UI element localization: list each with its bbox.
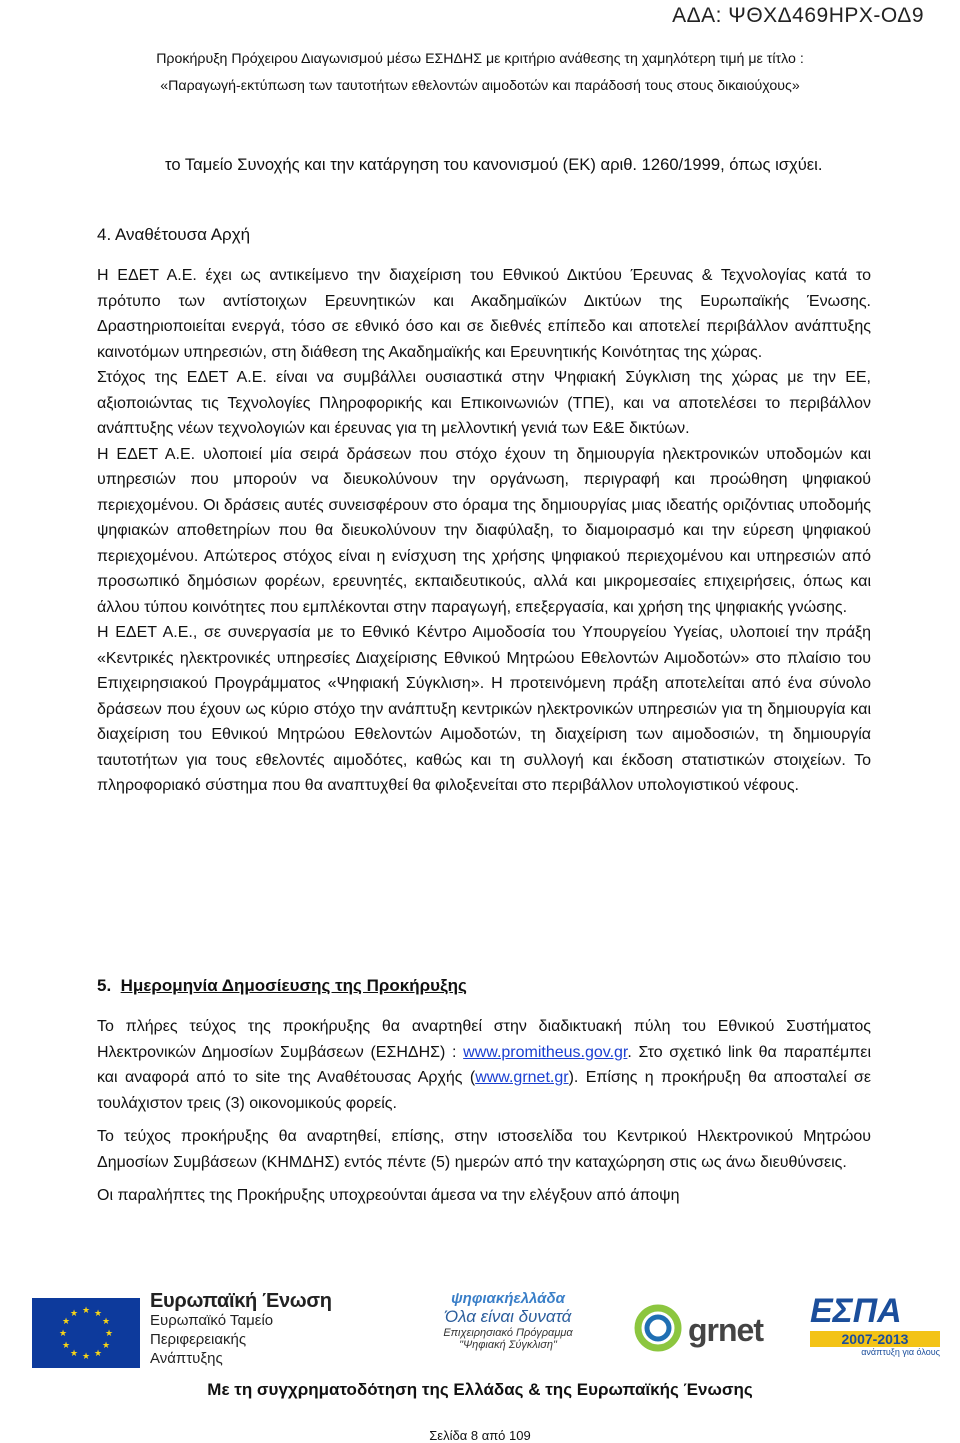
section-4-paragraph-2: Στόχος της ΕΔΕΤ Α.Ε. είναι να συμβάλλει ουσιαστικά στην Ψηφιακή Σύγκλιση της χώρας με την ΕΕ, αξιοποιώντας τις Τεχνολογίες Πληροφορικής και Επικοινωνιών (ΤΠΕ), και να αποτελέσει το περιβάλλον ανάπτυξης νέων τεχνολογιών και έρευνας για τη μελλοντική γενιά των Ε&Ε δικτύων. xyxy=(97,369,871,437)
svg-text:★: ★ xyxy=(61,1341,71,1351)
svg-text:★: ★ xyxy=(104,1329,114,1339)
svg-text:★: ★ xyxy=(101,1317,111,1327)
logo-strip xyxy=(0,1290,960,1370)
cofunding-statement: Με τη συγχρηματοδότηση της Ελλάδας & της Ευρωπαϊκής Ένωσης xyxy=(207,1380,753,1399)
espa-logo xyxy=(810,1292,940,1364)
section-5-heading xyxy=(97,976,467,996)
eu-stars-icon xyxy=(32,1298,140,1368)
eu-title: Ευρωπαϊκή Ένωση xyxy=(150,1290,332,1312)
section-4-heading: 4. Αναθέτουσα Αρχή xyxy=(97,225,251,244)
grnet-swirl-icon xyxy=(632,1298,692,1354)
svg-text:★: ★ xyxy=(93,1349,103,1359)
digital-greece-programme-name: "Ψηφιακή Σύγκλιση" xyxy=(459,1339,557,1351)
promitheus-link[interactable]: www.promitheus.gov.gr xyxy=(463,1043,628,1061)
section-4-paragraph-1: Η ΕΔΕΤ Α.Ε. έχει ως αντικείμενο την διαχείριση του Εθνικού Δικτύου Έρευνας & Τεχνολογίας κατά το πρότυπο των αντίστοιχων Ερευνητικών και Ακαδημαϊκών Δικτύων της Ευρωπαϊκής Ένωσης. Δραστηριοποιείται ενεργά, τόσο σε εθνικό όσο και σε διεθνές επίπεδο και αποτελεί περιβάλλον ανάπτυξης καινοτόμων υπηρεσιών, στη διάθεση της Ακαδημαϊκής και Ερευνητικής Κοινότητας της χώρας. xyxy=(97,267,871,361)
section-5-title: Ημερομηνία Δημοσίευσης της Προκήρυξης xyxy=(120,976,467,995)
page-number: Σελίδα 8 από 109 xyxy=(429,1428,531,1443)
section-5-number: 5. xyxy=(97,976,112,995)
ada-code: ΑΔΑ: ΨΘΧΔ469ΗΡΧ-ΟΔ9 xyxy=(672,4,924,27)
svg-text:★: ★ xyxy=(69,1349,79,1359)
digital-greece-programme: Επιχειρησιακό Πρόγραμμα xyxy=(443,1327,573,1339)
grnet-logo xyxy=(632,1298,792,1354)
section-5-p1-text-b: . Στο σχετικό link θα παραπέμπει και αναφορά από το site της Αναθέτουσας Αρχής ( xyxy=(97,1043,871,1086)
svg-text:★: ★ xyxy=(69,1309,79,1319)
section-5-body xyxy=(97,1014,871,1209)
svg-text:★: ★ xyxy=(61,1317,71,1327)
svg-text:★: ★ xyxy=(81,1306,91,1316)
svg-text:★: ★ xyxy=(58,1329,68,1339)
section-5-paragraph-3: Οι παραλήπτες της Προκήρυξης υποχρεούνται άμεσα να την ελέγξουν από άποψη xyxy=(97,1187,680,1204)
header-line-1: Προκήρυξη Πρόχειρου Διαγωνισμού μέσω ΕΣΗΔΗΣ με κριτήριο ανάθεσης τη χαμηλότερη τιμή με τίτλο : xyxy=(156,51,804,67)
eu-text-block xyxy=(150,1292,332,1368)
svg-text:★: ★ xyxy=(101,1341,111,1351)
espa-slogan: ανάπτυξη για όλους xyxy=(861,1347,940,1357)
header-line-2: «Παραγωγή-εκτύπωση των ταυτοτήτων εθελοντών αιμοδοτών και παράδοσή τους στους δικαιούχους» xyxy=(160,78,800,94)
eu-fund-line-2: Περιφερειακής xyxy=(150,1331,247,1348)
intro-continuation: το Ταμείο Συνοχής και την κατάργηση του κανονισμού (ΕΚ) αριθ. 1260/1999, όπως ισχύει. xyxy=(165,155,823,174)
eu-fund-line-3: Ανάπτυξης xyxy=(150,1350,223,1367)
eu-flag-logo xyxy=(32,1298,140,1368)
section-4-paragraph-3: Η ΕΔΕΤ Α.Ε. υλοποιεί μία σειρά δράσεων που στόχο έχουν τη δημιουργία ηλεκτρονικών υποδομών και υπηρεσιών που μπορούν να διευκολύνουν την οργάνωση, περιγραφή και προώθηση ψηφιακού περιεχομένου. Οι δράσεις αυτές συνεισφέρουν στο όραμα της δημιουργίας μιας ιδεατής οριζόντιας υποδομής ψηφιακών αποθετηρίων που θα διευκολύνουν την διαφύλαξη, το διαμοιρασμό και την εύρεση ψηφιακού περιεχομένου. Απώτερος στόχος είναι η ενίσχυση της χρήσης ψηφιακού περιεχομένου και υπηρεσιών από προσωπικό δημόσιων φορέων, ερευνητές, εκπαιδευτικούς, αλλά και μικρομεσαίες επιχειρήσεις, όπως και άλλου τύπου κοινότητες που εμπλέκονται στην παραγωγή, επεξεργασία, και χρήση της ψηφιακής γνώσης. xyxy=(97,445,871,616)
grnet-wordmark: grnet xyxy=(688,1312,763,1348)
section-5-p1-text-c: ). Επίσης η προκήρυξη θα αποσταλεί σε τουλάχιστον τρεις (3) οικονομικούς φορείς. xyxy=(97,1069,872,1112)
digital-greece-slogan: Όλα είναι δυνατά xyxy=(444,1307,572,1326)
svg-text:★: ★ xyxy=(81,1352,91,1362)
section-5-paragraph-1 xyxy=(97,1014,871,1116)
digital-greece-title: ψηφιακήελλάδα xyxy=(451,1290,565,1307)
espa-years: 2007-2013 xyxy=(810,1331,940,1347)
page-header xyxy=(70,46,890,100)
digital-greece-logo xyxy=(428,1290,588,1351)
section-4-paragraph-4: Η ΕΔΕΤ Α.Ε., σε συνεργασία με το Εθνικό Κέντρο Αιμοδοσία του Υπουργείου Υγείας, υλοποιεί την πράξη «Κεντρικές ηλεκτρονικές υπηρεσίες Διαχείρισης Εθνικού Μητρώου Εθελοντών Αιμοδοτών» στο πλαίσιο του Επιχειρησιακού Προγράμματος «Ψηφιακή Σύγκλιση». Η προτεινόμενη πράξη αποτελείται από ένα σύνολο δράσεων που έχουν ως κύριο στόχο την ανάπτυξη κεντρικών ηλεκτρονικών υπηρεσιών για τη δημιουργία και διαχείριση του Εθνικού Μητρώου Εθελοντών Αιμοδοτών, τη διαχείριση των αιμοδοσιών, τη δημιουργία ταυτοτήτων για τους εθελοντές αιμοδότες, καθώς και τη συλλογή και έκδοση στατιστικών στοιχείων. Το πληροφοριακό σύστημα που θα αναπτυχθεί θα φιλοξενείται στο περιβάλλον υπολογιστικού νέφους. xyxy=(97,624,871,794)
section-5-p1-text-a: Το πλήρες τεύχος της προκήρυξης θα αναρτηθεί στην διαδικτυακή πύλη του Εθνικού Συστήματος Ηλεκτρονικών Δημοσίων Συμβάσεων (ΕΣΗΔΗΣ) : xyxy=(97,1018,871,1061)
grnet-link[interactable]: www.grnet.gr xyxy=(475,1069,569,1086)
section-5-paragraph-2: Το τεύχος προκήρυξης θα αναρτηθεί, επίσης, στην ιστοσελίδα του Κεντρικού Ηλεκτρονικού Μητρώου Δημοσίων Συμβάσεων (ΚΗΜΔΗΣ) εντός πέντε (5) ημερών από την καταχώρηση στις ως άνω διευθύνσεις. xyxy=(97,1128,871,1171)
svg-text:★: ★ xyxy=(93,1309,103,1319)
espa-title: ΕΣΠΑ xyxy=(810,1292,902,1330)
section-4-body xyxy=(97,263,871,799)
eu-fund-line-1: Ευρωπαϊκό Ταμείο xyxy=(150,1312,274,1329)
